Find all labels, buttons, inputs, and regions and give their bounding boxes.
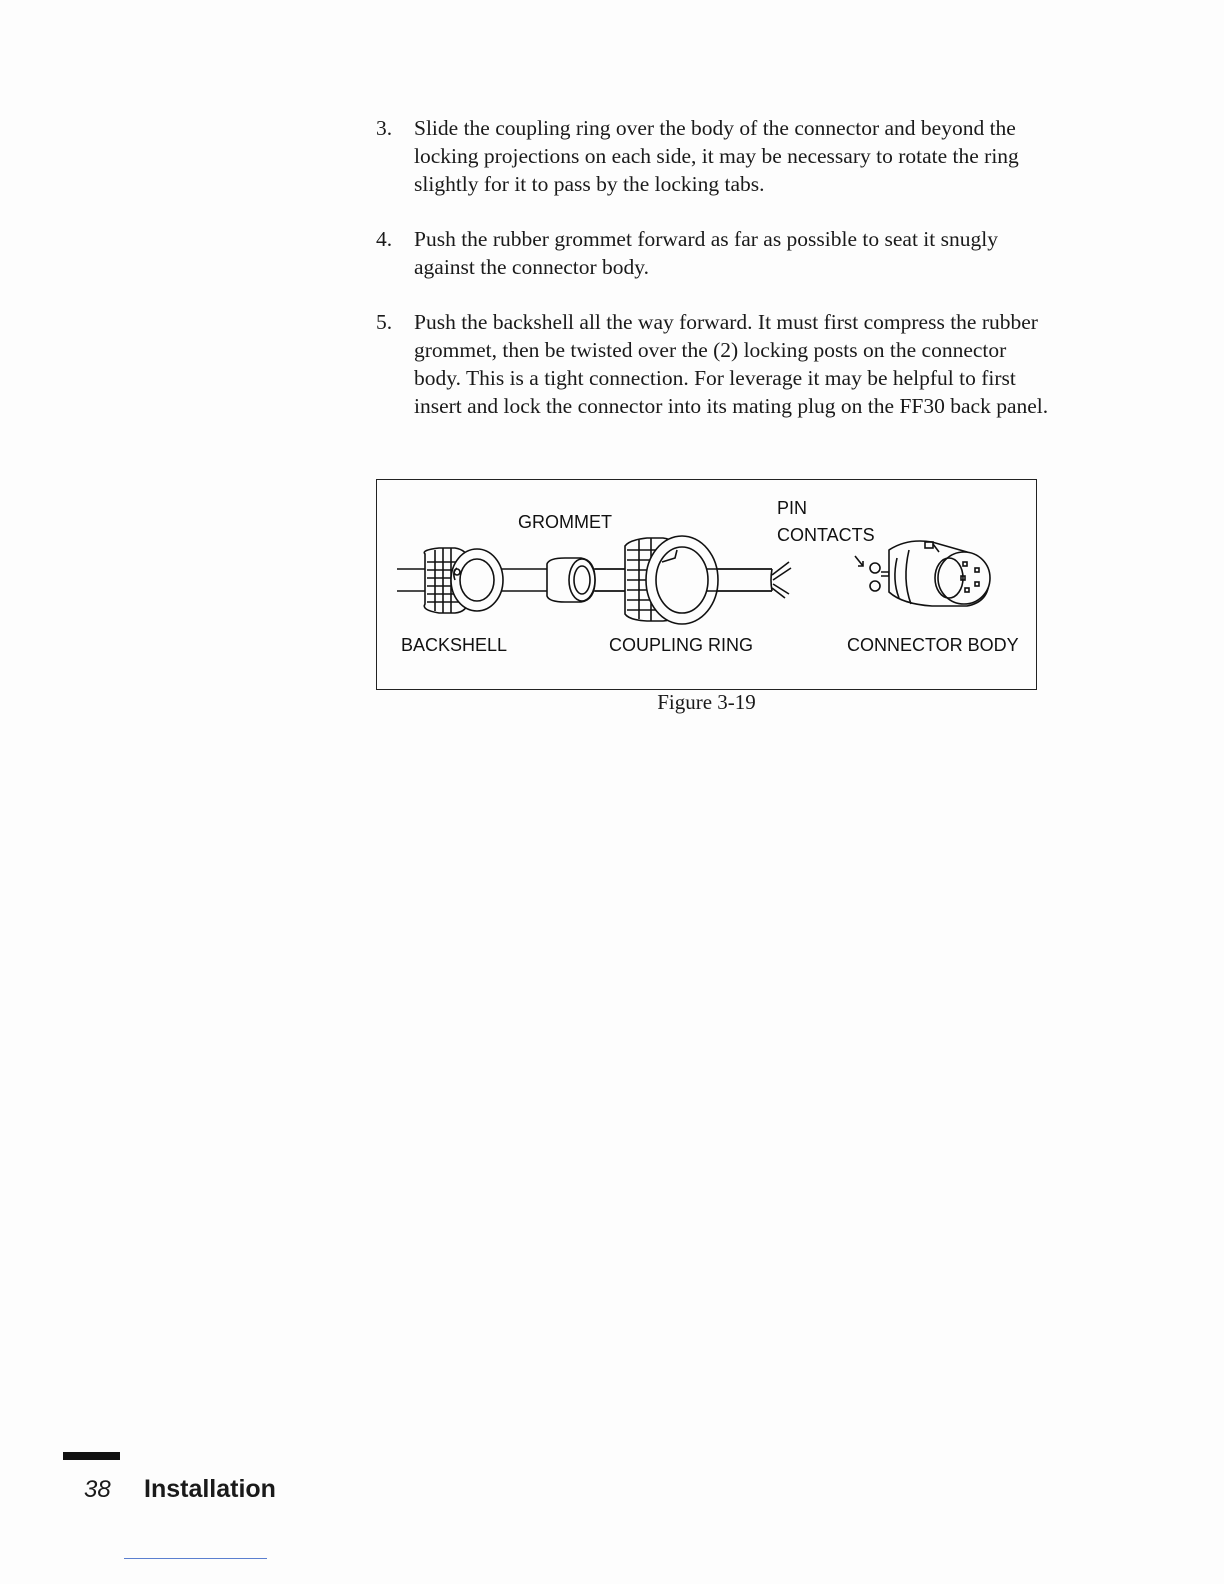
backshell-label: BACKSHELL [401, 635, 508, 655]
step-number: 5. [376, 310, 393, 334]
step-3 [376, 114, 1056, 198]
pin-label: PIN [777, 498, 808, 518]
wire-ends [771, 562, 791, 598]
bottom-divider [124, 1558, 267, 1559]
connector-body-label: CONNECTOR BODY [847, 635, 1019, 655]
instruction-steps [376, 114, 1056, 447]
backshell-part [424, 548, 503, 613]
step-number: 4. [376, 227, 393, 251]
connector-body-part [870, 541, 990, 606]
step-text: Slide the coupling ring over the body of the connector and beyond the locking projections on each side, it may be necessary to rotate the ring slightly for it to pass by the locking tabs. [414, 116, 1019, 196]
section-title: Installation [144, 1475, 276, 1503]
page-number: 38 [84, 1476, 111, 1503]
grommet-label: GROMMET [518, 512, 612, 532]
step-text: Push the backshell all the way forward. It must first compress the rubber grommet, then be twisted over the (2) locking posts on the connector body. This is a tight connection. For leverage it may be helpful to first insert and lock the connector into its mating plug on the FF30 back panel. [414, 310, 1049, 418]
coupling-ring-label: COUPLING RING [609, 635, 754, 655]
step-4 [376, 225, 1056, 281]
footer-rule [63, 1452, 120, 1460]
contacts-label: CONTACTS [777, 525, 875, 545]
figure-caption: Figure 3-19 [657, 690, 756, 714]
coupling-ring-part [625, 536, 772, 624]
grommet-part [547, 558, 635, 602]
step-text: Push the rubber grommet forward as far as possible to seat it snugly against the connector body. [414, 227, 998, 279]
step-number: 3. [376, 116, 393, 140]
connector-assembly-figure [376, 479, 1037, 690]
step-5 [376, 308, 1056, 420]
